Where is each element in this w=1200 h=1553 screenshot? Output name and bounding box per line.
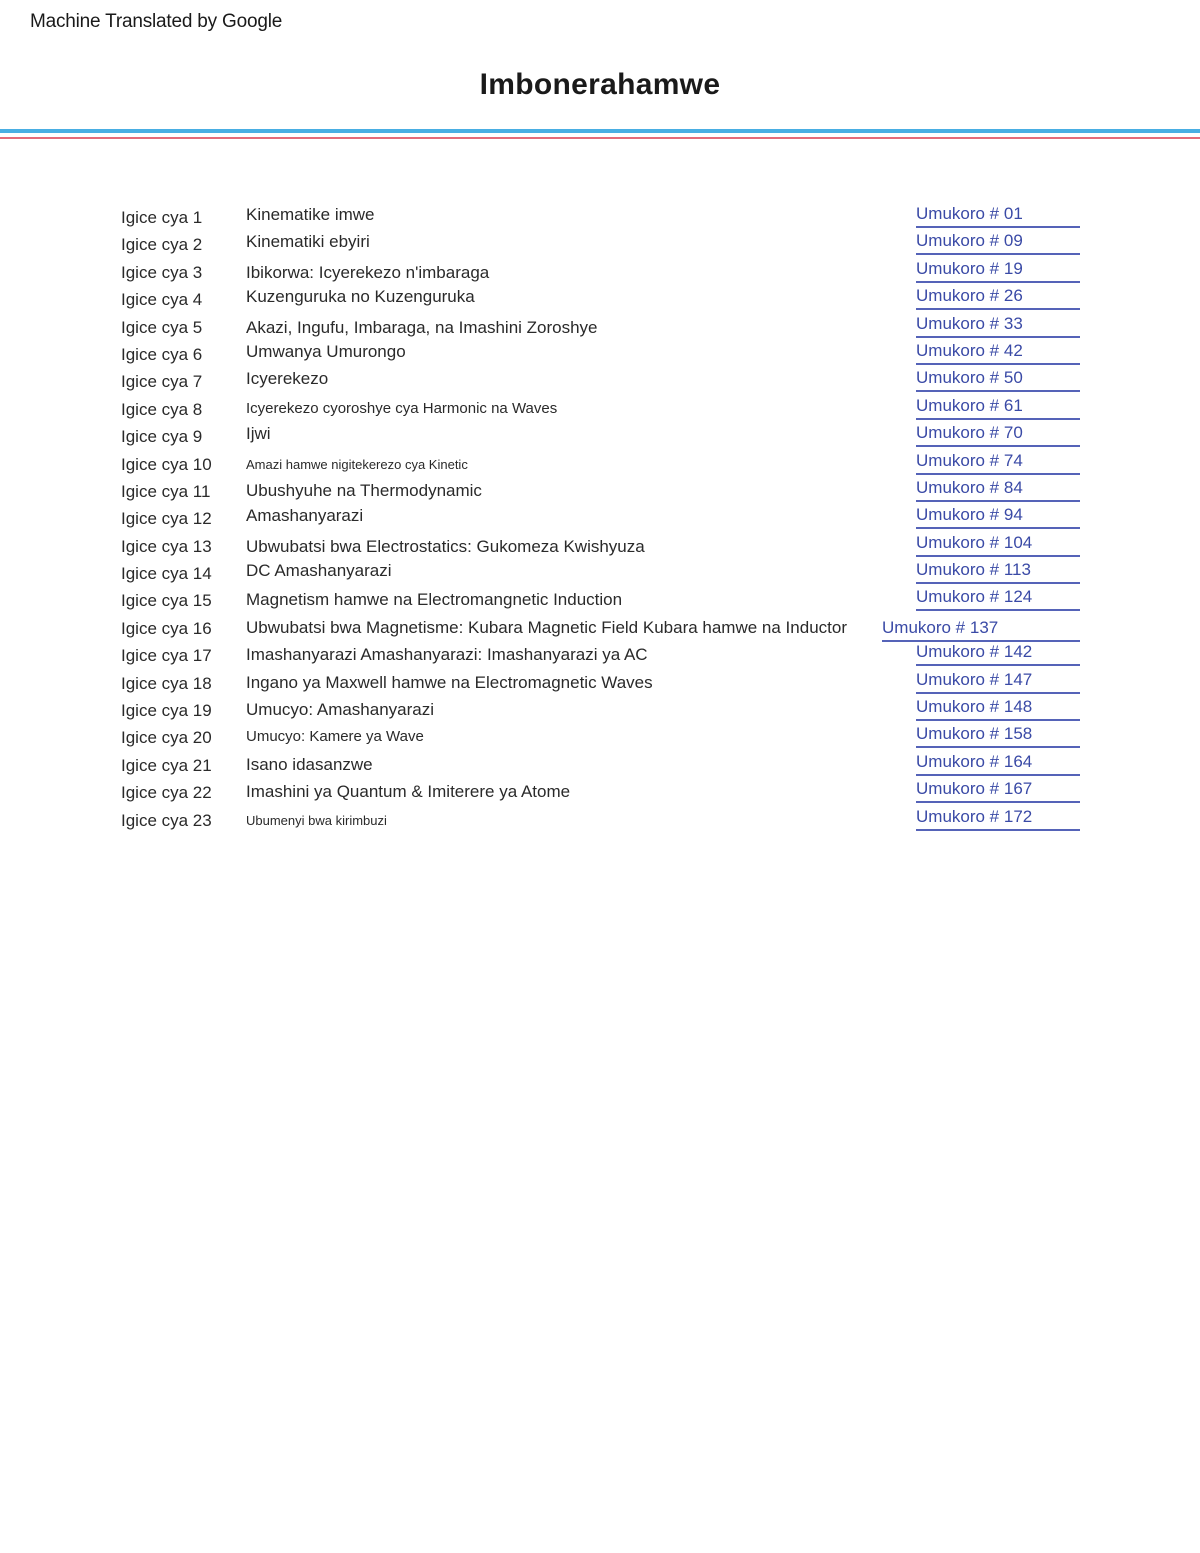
part-label: Igice cya 20: [121, 728, 212, 748]
chapter-title: Umwanya Umurongo: [246, 341, 406, 361]
part-label: Igice cya 17: [121, 646, 212, 666]
header-divider-blue: [0, 129, 1200, 133]
part-label: Igice cya 12: [121, 509, 212, 529]
chapter-title: Ubwubatsi bwa Electrostatics: Gukomeza Kwishyuza: [246, 536, 645, 556]
page-link[interactable]: Umukoro # 137: [882, 618, 1080, 642]
toc-row: [0, 421, 1200, 448]
page-link[interactable]: Umukoro # 113: [916, 560, 1080, 584]
page-link[interactable]: Umukoro # 74: [916, 451, 1080, 475]
page-title: Imbonerahamwe: [479, 68, 721, 101]
chapter-title: Amashanyarazi: [246, 506, 364, 526]
toc-row: [0, 449, 1200, 476]
chapter-title: Kinematike imwe: [246, 205, 375, 224]
toc-row: [0, 284, 1200, 311]
chapter-title: Icyerekezo cyoroshye cya Harmonic na Waves: [246, 399, 558, 417]
part-label: Igice cya 22: [121, 783, 212, 803]
part-label: Igice cya 18: [121, 673, 212, 693]
chapter-title: Ubushyuhe na Thermodynamic: [246, 480, 482, 500]
chapter-title: Ibikorwa: Icyerekezo n'imbaraga: [246, 262, 490, 282]
part-label: Igice cya 1: [121, 208, 203, 227]
part-label: Igice cya 9: [121, 427, 203, 447]
page-link[interactable]: Umukoro # 94: [916, 505, 1080, 529]
page-link[interactable]: Umukoro # 26: [916, 286, 1080, 310]
chapter-title: Imashanyarazi Amashanyarazi: Imashanyarazi ya AC: [246, 645, 648, 665]
table-of-contents: [0, 202, 1200, 832]
part-label: Igice cya 4: [121, 290, 203, 310]
part-label: Igice cya 3: [121, 262, 203, 282]
toc-row: [0, 805, 1200, 832]
page-link[interactable]: Umukoro # 158: [916, 724, 1080, 748]
chapter-title: Ubumenyi bwa kirimbuzi: [246, 812, 387, 828]
part-label: Igice cya 16: [121, 618, 212, 638]
toc-row: [0, 394, 1200, 421]
chapter-title: Umucyo: Amashanyarazi: [246, 700, 435, 720]
chapter-title: Imashini ya Quantum & Imiterere ya Atome: [246, 782, 571, 802]
toc-row: [0, 531, 1200, 558]
page-link[interactable]: Umukoro # 33: [916, 314, 1080, 338]
page-link[interactable]: Umukoro # 70: [916, 423, 1080, 447]
toc-row: [0, 668, 1200, 695]
toc-row: [0, 229, 1200, 256]
chapter-title: Magnetism hamwe na Electromangnetic Induction: [246, 590, 623, 610]
part-label: Igice cya 13: [121, 536, 212, 556]
toc-row: [0, 503, 1200, 530]
header-divider-red: [0, 137, 1200, 139]
page-link[interactable]: Umukoro # 172: [916, 807, 1080, 831]
toc-row: [0, 777, 1200, 804]
page-link[interactable]: Umukoro # 124: [916, 587, 1080, 611]
page-link[interactable]: Umukoro # 142: [916, 642, 1080, 666]
chapter-title: Ubwubatsi bwa Magnetisme: Kubara Magnetic Field Kubara hamwe na Inductor: [246, 617, 847, 637]
page-link[interactable]: Umukoro # 147: [916, 670, 1080, 694]
page-link[interactable]: Umukoro # 84: [916, 478, 1080, 502]
toc-row: [0, 366, 1200, 393]
part-label: Igice cya 23: [121, 810, 212, 830]
toc-row: [0, 339, 1200, 366]
toc-row: [0, 640, 1200, 667]
part-label: Igice cya 19: [121, 701, 212, 721]
page-link[interactable]: Umukoro # 19: [916, 259, 1080, 283]
chapter-title: Kinematiki ebyiri: [246, 232, 370, 252]
chapter-title: Umucyo: Kamere ya Wave: [246, 728, 424, 746]
toc-row: [0, 722, 1200, 749]
toc-row: [0, 695, 1200, 722]
part-label: Igice cya 21: [121, 755, 212, 775]
part-label: Igice cya 6: [121, 344, 203, 364]
toc-row: [0, 202, 1200, 229]
page-link[interactable]: Umukoro # 164: [916, 752, 1080, 776]
part-label: Igice cya 2: [121, 235, 203, 255]
machine-translation-notice: Machine Translated by Google: [30, 11, 283, 32]
page-link[interactable]: Umukoro # 61: [916, 396, 1080, 420]
page-link[interactable]: Umukoro # 01: [916, 204, 1080, 228]
chapter-title: Icyerekezo: [246, 369, 329, 389]
chapter-title: Ingano ya Maxwell hamwe na Electromagnetic Waves: [246, 672, 653, 692]
chapter-title: Isano idasanzwe: [246, 754, 373, 774]
page-link[interactable]: Umukoro # 104: [916, 533, 1080, 557]
page-link[interactable]: Umukoro # 42: [916, 341, 1080, 365]
toc-row: [0, 750, 1200, 777]
page-link[interactable]: Umukoro # 50: [916, 368, 1080, 392]
part-label: Igice cya 8: [121, 399, 203, 419]
chapter-title: Kuzenguruka no Kuzenguruka: [246, 287, 475, 307]
chapter-title: DC Amashanyarazi: [246, 561, 392, 581]
part-label: Igice cya 5: [121, 317, 203, 337]
page-link[interactable]: Umukoro # 09: [916, 231, 1080, 255]
part-label: Igice cya 11: [121, 481, 211, 501]
toc-row: [0, 312, 1200, 339]
page-link[interactable]: Umukoro # 167: [916, 779, 1080, 803]
part-label: Igice cya 14: [121, 564, 212, 584]
page-link[interactable]: Umukoro # 148: [916, 697, 1080, 721]
toc-row: [0, 476, 1200, 503]
chapter-title: Ijwi: [246, 424, 271, 444]
part-label: Igice cya 10: [121, 454, 212, 474]
toc-row: [0, 585, 1200, 612]
chapter-title: Amazi hamwe nigitekerezo cya Kinetic: [246, 456, 468, 472]
part-label: Igice cya 15: [121, 591, 212, 611]
toc-row: [0, 558, 1200, 585]
toc-row: [0, 257, 1200, 284]
chapter-title: Akazi, Ingufu, Imbaraga, na Imashini Zoroshye: [246, 317, 598, 337]
toc-row: [0, 613, 1200, 640]
part-label: Igice cya 7: [121, 372, 203, 392]
